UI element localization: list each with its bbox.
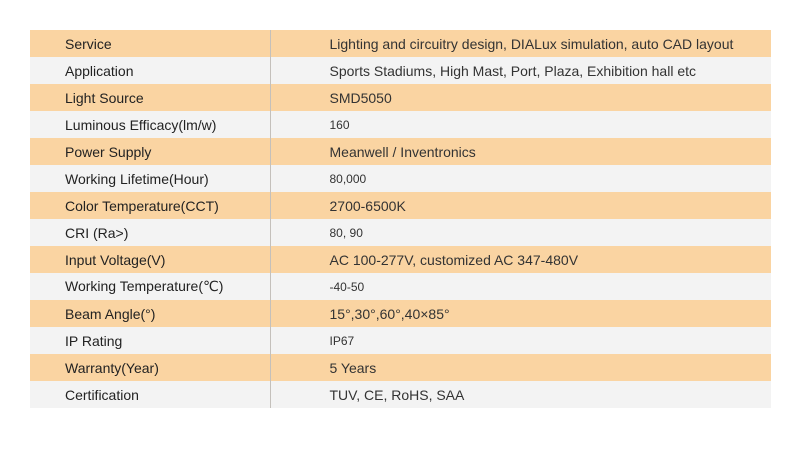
spec-label: Warranty(Year) (30, 354, 270, 381)
spec-value: Meanwell / Inventronics (329, 143, 476, 160)
spec-row-ip-rating (30, 327, 771, 354)
spec-row-certification (30, 381, 771, 408)
spec-row-service (30, 30, 771, 57)
spec-row-light-source (30, 84, 771, 111)
spec-row-color-temperature (30, 192, 771, 219)
spec-label: Working Lifetime(Hour) (30, 165, 270, 192)
spec-value: Lighting and circuitry design, DIALux simulation, auto CAD layout (329, 35, 734, 52)
spec-row-cri (30, 219, 771, 246)
spec-label: Beam Angle(°) (30, 300, 270, 327)
spec-value: 2700-6500K (329, 197, 406, 214)
spec-row-beam-angle (30, 300, 771, 327)
spec-value: 15°,30°,60°,40×85° (329, 305, 450, 322)
spec-label: Input Voltage(V) (30, 246, 270, 273)
spec-row-warranty (30, 354, 771, 381)
spec-value: Sports Stadiums, High Mast, Port, Plaza, Exhibition hall etc (329, 62, 696, 79)
spec-label: CRI (Ra>) (30, 219, 270, 246)
spec-label: Application (30, 57, 270, 84)
spec-label: Working Temperature(℃) (30, 273, 270, 300)
spec-label: Light Source (30, 84, 270, 111)
spec-label: Certification (30, 381, 270, 408)
spec-row-luminous-efficacy (30, 111, 771, 138)
spec-value: 80, 90 (329, 225, 363, 240)
spec-value: 80,000 (329, 171, 367, 186)
spec-row-working-temperature (30, 273, 771, 300)
spec-value: IP67 (329, 333, 355, 348)
spec-value: AC 100-277V, customized AC 347-480V (329, 251, 579, 268)
spec-row-application (30, 57, 771, 84)
spec-row-working-lifetime (30, 165, 771, 192)
spec-label: Service (30, 30, 270, 57)
spec-label: Luminous Efficacy(lm/w) (30, 111, 270, 138)
spec-value: SMD5050 (329, 89, 392, 106)
spec-value: TUV, CE, RoHS, SAA (329, 386, 465, 403)
spec-label: IP Rating (30, 327, 270, 354)
spec-label: Color Temperature(CCT) (30, 192, 270, 219)
spec-value: 160 (329, 117, 350, 132)
spec-row-power-supply (30, 138, 771, 165)
spec-table-body (30, 30, 771, 408)
spec-label: Power Supply (30, 138, 270, 165)
spec-row-input-voltage (30, 246, 771, 273)
spec-table (30, 30, 771, 408)
spec-value: 5 Years (329, 359, 377, 376)
spec-value: -40-50 (329, 279, 365, 294)
